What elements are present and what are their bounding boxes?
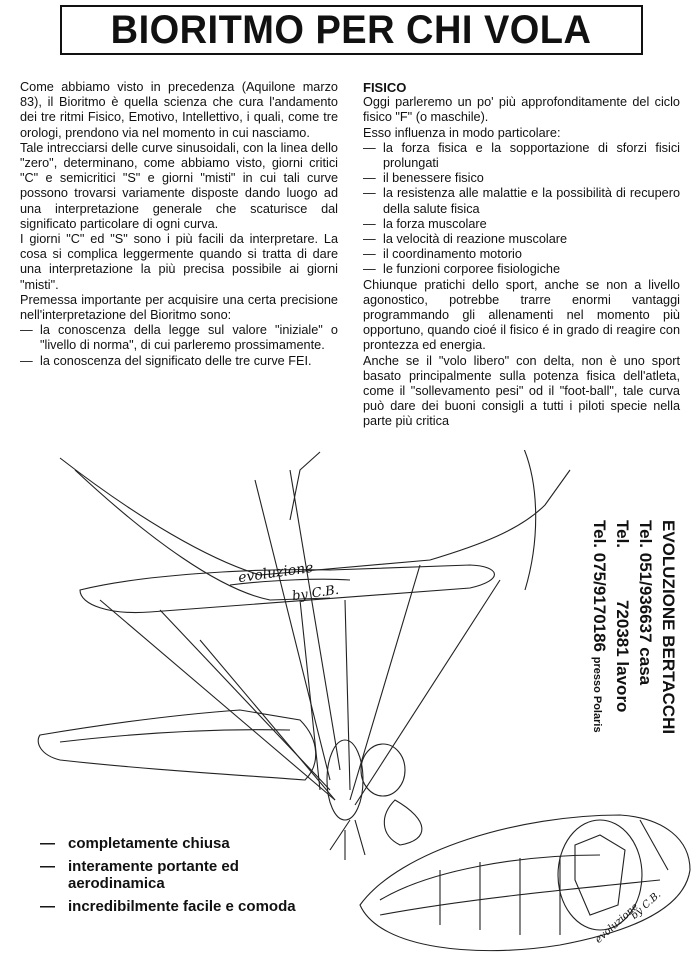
- phone-polaris: [585, 520, 611, 820]
- feature-item: [40, 858, 330, 892]
- list-item: [363, 232, 680, 247]
- list-item: [363, 262, 680, 277]
- list-item: [20, 323, 338, 353]
- paragraph: Esso influenza in modo particolare:: [363, 125, 561, 140]
- feature-text: interamente portante ed aerodinamica: [68, 858, 239, 892]
- harness-pod-strap: [640, 820, 668, 870]
- phone-polaris-number: Tel. 075/9170186: [590, 520, 609, 653]
- list-item-text: la resistenza alle malattie e la possibilità di recupero della salute fisica: [383, 186, 680, 216]
- list-item-text: il coordinamento motorio: [383, 247, 522, 262]
- dash: —: [363, 216, 376, 231]
- rigging-wire: [255, 480, 330, 780]
- list-item: [20, 354, 338, 369]
- page-title: BIORITMO PER CHI VOLA: [111, 7, 592, 52]
- list-item: [363, 171, 680, 186]
- paragraph: Tale intrecciarsi delle curve sinusoidali, con la linea dello "zero", determinano, come abbiamo visto, giorni critici "C" e semicritici "S" e giorni "misti" in cui tali curve possono trovarsi variamente disposte dando luogo ad una interpretazione generale che scaturisce dal significato particolare di ogni curva.: [20, 140, 338, 231]
- kingpost-line: [290, 452, 320, 520]
- paragraph: Oggi parleremo un po' più approfonditamente del ciclo fisico "F" (o maschile).: [363, 95, 680, 125]
- rigging-wire: [100, 600, 335, 800]
- paragraph: Premessa importante per acquisire una certa precisione nell'interpretazione del Bioritmo sono:: [20, 292, 338, 323]
- dash: —: [363, 171, 376, 186]
- dash: —: [40, 835, 55, 852]
- pilot-figure: [575, 835, 625, 915]
- list-item-text: il benessere fisico: [383, 171, 484, 186]
- phone-home: Tel. 051/936637 casa: [636, 520, 655, 686]
- list-item: [363, 141, 680, 171]
- right-column: [363, 80, 680, 430]
- dash: —: [363, 247, 376, 262]
- list-item-text: la forza fisica e la sopportazione di sforzi fisici prolungati: [383, 140, 680, 171]
- lower-wing-rib: [60, 730, 290, 742]
- propeller: [384, 800, 422, 845]
- dash: —: [20, 353, 33, 368]
- feature-item: [40, 898, 330, 915]
- rigging-wire: [350, 565, 420, 800]
- dash: —: [363, 232, 376, 247]
- company-name: EVOLUZIONE BERTACCHI: [659, 520, 678, 735]
- dash: —: [363, 186, 376, 201]
- contact-block: [560, 520, 680, 820]
- dash: —: [363, 262, 376, 277]
- paragraph: I giorni "C" ed "S" sono i più facili da interpretare. La cosa si complica leggermente quando si tratta di dare una interpretazione la più precisa possibile ai giorni "misti".: [20, 232, 338, 292]
- dash: —: [40, 898, 55, 915]
- list-item: [363, 217, 680, 232]
- list-item-text: le funzioni corporee fisiologiche: [383, 262, 561, 277]
- phone-work: Tel. 720381 lavoro: [613, 520, 632, 713]
- paragraph: Chiunque pratichi dello sport, anche se non a livello agonostico, potrebbe trarre enormi vantaggi programmando gli allenamenti nel momento più opportuno, quando cioé il fisico é in grado di reagire con prontezza ed energia.: [363, 277, 680, 353]
- title-box: [60, 5, 643, 55]
- feature-item: [40, 835, 330, 852]
- left-column: [20, 80, 338, 369]
- features-list: [40, 835, 330, 921]
- section-heading: FISICO: [363, 80, 407, 95]
- dash: —: [20, 323, 33, 338]
- engine-housing: [361, 744, 405, 796]
- feature-text: incredibilmente facile e comoda: [68, 898, 296, 915]
- glider-lettering-bycb: by C.B.: [291, 582, 340, 605]
- rigging-wire: [290, 470, 340, 770]
- wing-tip-curve: [520, 450, 536, 590]
- list-item: [363, 186, 680, 216]
- dash: —: [363, 140, 376, 155]
- paragraph: Come abbiamo visto in precedenza (Aquilone marzo 83), il Bioritmo è quella scienza che cura l'andamento dei tre ritmi Fisico, Emotivo, Intellettivo, i quali, come tre orologi, prendono via nel momento in cui nasciamo.: [20, 80, 338, 140]
- phone-polaris-note: presso Polaris: [591, 656, 603, 733]
- harness-pod-ribs: [440, 856, 560, 935]
- list-item: [363, 247, 680, 262]
- list-item-text: la conoscenza del significato delle tre curve FEI.: [40, 353, 312, 368]
- glider-lettering-evoluzione: evoluzione: [237, 559, 315, 587]
- list-item-text: la forza muscolare: [383, 216, 487, 231]
- pilot-pod: [327, 740, 363, 820]
- harness-pod-outline: [360, 815, 690, 951]
- pod-lettering-evoluzione: evoluzione: [593, 901, 641, 946]
- pod-lettering-bycb: by C.B.: [628, 889, 664, 922]
- lower-wing: [38, 710, 315, 780]
- rigging-wire: [355, 580, 500, 805]
- paragraph: Anche se il "volo libero" con delta, non è uno sport basato principalmente sulla potenza fisica dell'atleta, come il "sollevamento pesi" od il "foot-ball", tale curva può dare dei buoni consigli a tutti i piloti specie nella parte più critica: [363, 353, 680, 429]
- propeller-struts: [330, 820, 365, 855]
- list-item-text: la velocità di reazione muscolare: [383, 232, 568, 247]
- feature-text: completamente chiusa: [68, 835, 230, 852]
- dash: —: [40, 858, 55, 875]
- wing-leading-edge: [60, 458, 570, 575]
- list-item-text: la conoscenza della legge sul valore "iniziale" o "livello di norma", di cui parleremo prossimamente.: [40, 323, 338, 353]
